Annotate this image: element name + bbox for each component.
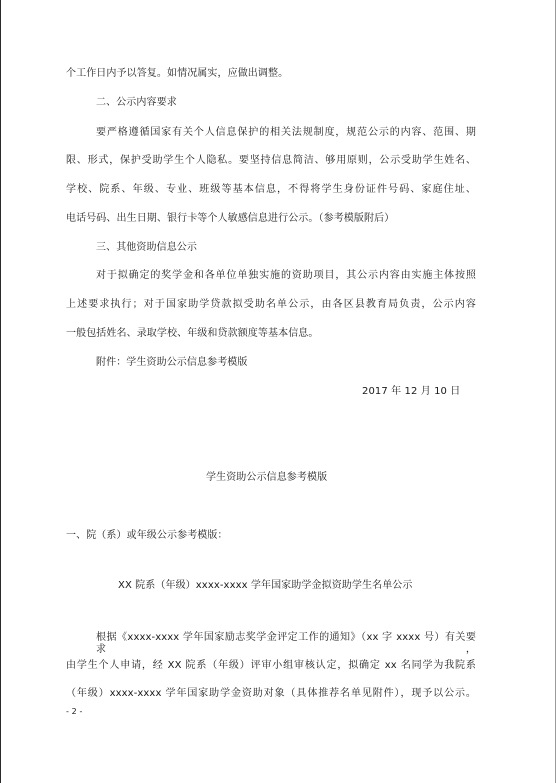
document-date: 2017 年 12 月 10 日 [362,386,461,397]
attachment-title: 学生资助公示信息参考模版 [206,472,328,483]
section-heading: 二、公示内容要求 [96,97,177,108]
body-line: 要严格遵循国家有关个人信息保护的相关法规制度，规范公示的内容、范围、期 [96,127,476,138]
body-line: 电话号码、出生日期、银行卡等个人敏感信息进行公示。（参考模版附后） [66,213,395,224]
attachment-note: 附件：学生资助公示信息参考模版 [96,357,248,368]
body-line: （年级）xxxx-xxxx 学年国家助学金资助对象（具体推荐名单见附件），现予以公示。 [66,688,476,699]
section-heading: 一、院（系）或年级公示参考模版： [66,530,228,541]
body-line: 由学生个人申请，经 XX 院系（年级）评审小组审核认定，拟确定 xx 名同学为我院系 [66,660,476,671]
body-line: 根据《xxxx-xxxx 学年国家励志奖学金评定工作的通知》（xx 字 xxxx 号）有关要求， [96,632,476,655]
body-line: 一般包括姓名、录取学校、年级和贷款额度等基本信息。 [66,328,319,339]
body-line: 学校、院系、年级、专业、班级等基本信息，不得将学生身份证件号码、家庭住址、 [66,184,476,195]
body-line: 限、形式，保护受助学生个人隐私。要坚持信息简洁、够用原则，公示受助学生姓名、 [66,155,476,166]
page-left-border [0,0,1,783]
template-title: XX 院系（年级）xxxx-xxxx 学年国家助学金拟资助学生名单公示 [118,580,413,591]
section-heading: 三、其他资助信息公示 [96,242,197,253]
body-line: 对于拟确定的奖学金和各单位单独实施的资助项目，其公示内容由实施主体按照 [96,270,476,281]
body-line: 个工作日内予以答复。如情况属实，应做出调整。 [66,68,289,79]
page-number: - 2 - [66,707,83,716]
body-line: 上述要求执行；对于国家助学贷款拟受助名单公示，由各区县教育局负责，公示内容 [66,299,476,310]
